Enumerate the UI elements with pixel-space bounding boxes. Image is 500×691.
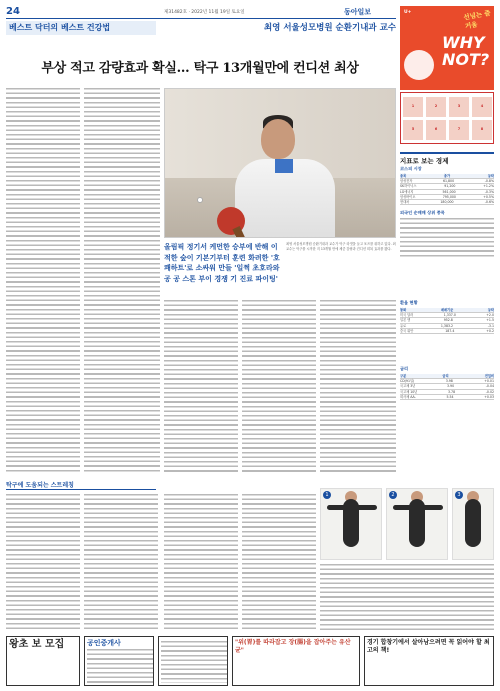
table-row: LG에너지 561,000 -0.3% (400, 189, 494, 194)
issue-line: 제31482호 · 2022년 11월 19일 토요일 (164, 10, 245, 15)
pull-quote: 올림픽 정기서 케먼한 승부에 반해 이적한 숲이 기본기부터 훈련 화려한 '호쾌하트'로 소싸워 만들 '일쩍 초호라와 공 공 스톤 부이 경쟁 기 진료 파이팅' (164, 243, 280, 283)
rate-subtitle: 금리 (400, 366, 409, 371)
stock-table: 종목 종가 등락 삼성전자 61,800 -0.8% SK하이닉스 91,200 +1.2% LG에너지 561,000 -0.3% 삼성바이오 795,000 +0.5% 현대차 180,000 -0.6% (400, 174, 494, 204)
paper-name: 동아일보 (344, 8, 372, 16)
article-column-3 (164, 300, 238, 474)
exercise-text-5 (320, 564, 494, 630)
ad-beginner[interactable]: 왕초 보 모집 (6, 636, 80, 686)
rates-subtitle: 외국인 순매매 상위 종목 (400, 210, 445, 215)
ad-book[interactable]: 경기 합창기에서 살아남으려면 꼭 읽어야 할 최고의 책! (364, 636, 494, 686)
table-row: 삼성전자 61,800 -0.8% (400, 179, 494, 184)
table-row: 삼성바이오 795,000 +0.5% (400, 194, 494, 199)
stock-subtitle: 코스피 시장 (400, 166, 422, 171)
article-column-5 (320, 300, 396, 474)
rates-list (400, 218, 494, 258)
exercise-figure-2: 2 (386, 488, 448, 560)
ad-slogan: WHY NOT? (442, 33, 490, 69)
telecom-ad[interactable] (400, 6, 494, 90)
exercise-figure-3: 3 (452, 488, 494, 560)
headline: 부상 적고 감량효과 확실… 탁구 13개월만에 컨디션 최상 (41, 61, 359, 76)
ad-probiotic[interactable]: "위(胃)를 따라잡고 장(腸)을 잡아주는 유산균" (232, 636, 360, 686)
exercise-text-4 (242, 494, 316, 630)
ad-realtor-2[interactable] (158, 636, 228, 686)
main-photo (164, 88, 396, 238)
photo-caption: 최영 서울성모병원 순환기내과 교수가 탁구 라켓을 들고 포즈를 취하고 있다. 최 교수는 탁구를 시작한 지 13개월 만에 체중 감량과 컨디션 회복 효과를 봤다. (286, 242, 396, 251)
table-row: 국고채 3년 3.90 -0.04 (400, 384, 494, 389)
table-row: 중국 위안 187.4 +0.2 (400, 328, 494, 333)
section-bar (6, 21, 396, 35)
fx-table: 통화 매매기준 등락 미국 달러 1,337.0 +2.0 일본 엔 952.8 +1.5 유로 1,383.2 -3.1 중국 위안 187.4 +0.2 (400, 308, 494, 333)
exercise-figure-1: 1 (320, 488, 382, 560)
table-row: CD(91일) 3.98 +0.01 (400, 379, 494, 384)
page-number: 24 (6, 6, 20, 17)
bottom-ad-strip (6, 636, 494, 686)
article-column-1 (6, 88, 80, 474)
ad-bubble-graphic (404, 50, 434, 80)
exercise-title: 탁구에 도움되는 스트레칭 (6, 480, 156, 490)
market-sidebar-title: 지표로 보는 경제 (400, 152, 494, 165)
ad-handwritten: 선넘는 즐거움 (462, 8, 492, 31)
ad-brand: U+ (404, 10, 412, 15)
exercise-text-2 (84, 494, 158, 630)
ad-realtor[interactable]: 공인중개사 (84, 636, 154, 686)
table-row: 회사채 AA- 5.54 +0.03 (400, 394, 494, 399)
table-row: 국고채 10년 3.78 -0.02 (400, 389, 494, 394)
exercise-text-3 (164, 494, 238, 630)
table-row: 일본 엔 952.8 +1.5 (400, 318, 494, 323)
author-label: 최영 서울성모병원 순환기내과 교수 (263, 23, 396, 33)
table-row: SK하이닉스 91,200 +1.2% (400, 184, 494, 189)
exercise-text-1 (6, 494, 80, 630)
table-row: 유로 1,383.2 -3.1 (400, 323, 494, 328)
section-label: 베스트 닥터의 베스트 건강법 (6, 21, 156, 35)
article-column-2 (84, 88, 160, 474)
table-row: 미국 달러 1,337.0 +2.0 (400, 313, 494, 318)
top-rule (6, 18, 396, 19)
table-row: 현대차 180,000 -0.6% (400, 199, 494, 204)
article-column-4 (242, 300, 316, 474)
promo-grid: 1 2 3 4 5 6 7 8 (400, 92, 494, 144)
fx-subtitle: 환율 현황 (400, 300, 418, 305)
rate-table: 구분 금리 전일비 CD(91일) 3.98 +0.01 국고채 3년 3.90 -0.04 국고채 10년 3.78 -0.02 회사채 AA- 5.54 +0.03 (400, 374, 494, 399)
